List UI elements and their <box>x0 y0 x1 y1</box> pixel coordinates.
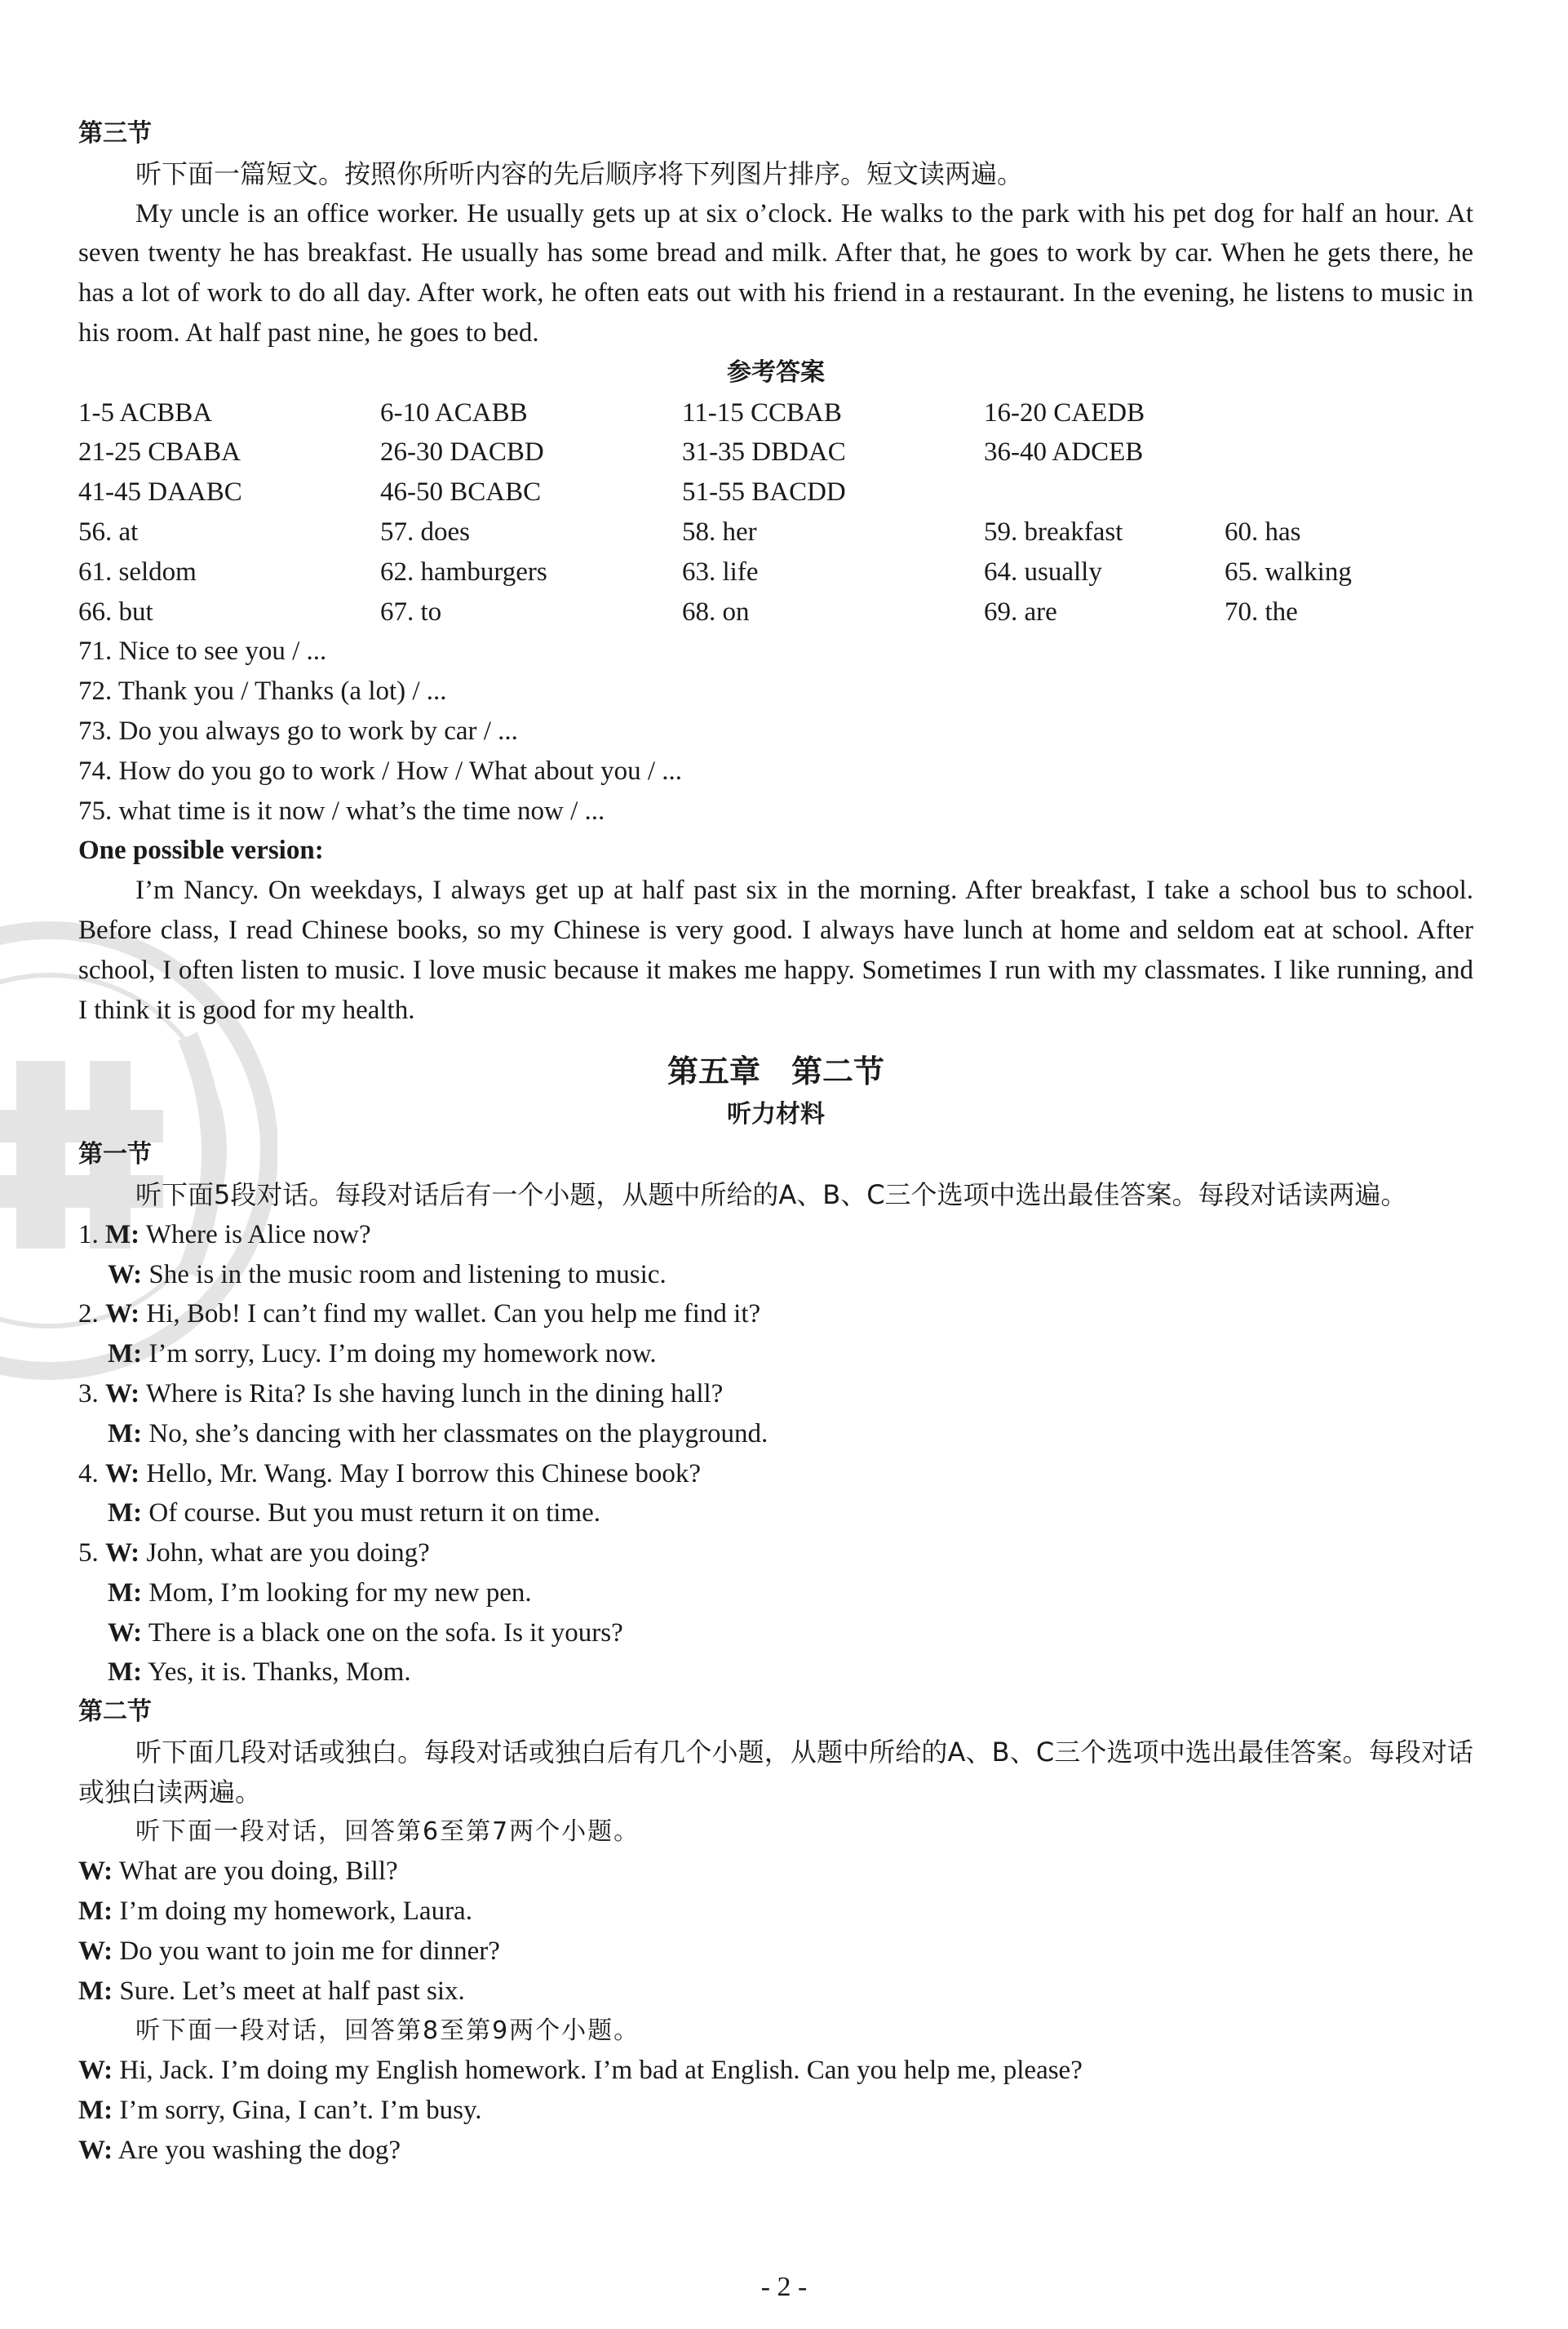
answer-cell: 61. seldom <box>78 557 197 587</box>
answer-cell: 31-35 DBDAC <box>682 437 846 468</box>
dialog-text: Hello, Mr. Wang. May I borrow this Chinese book? <box>146 1458 701 1488</box>
document-page <box>78 114 1473 2171</box>
answer-cell <box>984 472 1225 512</box>
dialog-text: No, she’s dancing with her classmates on the playground. <box>148 1418 768 1448</box>
answer-cell: 58. her <box>682 517 757 547</box>
dialog-line <box>78 1573 1473 1613</box>
dialog-text: There is a black one on the sofa. Is it yours? <box>148 1617 623 1648</box>
part2-sub-instruction: 听下面一段对话，回答第8至第9两个小题。 <box>135 2016 640 2045</box>
dialog-text: Of course. But you must return it on time. <box>148 1498 600 1528</box>
answer-sentence: 73. Do you always go to work by car / ... <box>78 716 518 746</box>
section3-passage: My uncle is an office worker. He usually gets up at six o’clock. He walks to the park with his pet dog for half an hour. At seven twenty he has breakfast. He usually has some bread and milk. After that, he goes to work by car. When he gets there, he has a lot of work to do all day. After work, he often eats out with his friend in a restaurant. In the evening, he listens to music in his room. At half past nine, he goes to bed. <box>78 198 1473 348</box>
dialog-text: Where is Rita? Is she having lunch in the dining hall? <box>145 1378 724 1408</box>
speaker: M: <box>108 1418 143 1448</box>
speaker: W: <box>78 1857 113 1887</box>
dialog-line <box>78 2091 1473 2131</box>
dialog-number: 5. <box>78 1538 99 1568</box>
version-text: I’m Nancy. On weekdays, I always get up at half past six in the morning. After breakfast, I take a school bus to school. Before class, I read Chinese books, so my Chinese is very good. I always have lunch at home and seldom eat at school. After school, I often listen to music. I love music because it makes me happy. Sometimes I run with my classmates. I like running, and I think it is good for my health. <box>78 876 1473 1025</box>
speaker: W: <box>105 1378 140 1408</box>
part2-sub-instruction: 听下面一段对话，回答第6至第7两个小题。 <box>135 1817 640 1846</box>
dialog-text: I’m sorry, Lucy. I’m doing my homework now. <box>148 1339 657 1369</box>
answer-cell: 68. on <box>682 597 750 627</box>
dialog-line <box>78 1972 1473 2012</box>
dialog-text: Sure. Let’s meet at half past six. <box>119 1976 465 2006</box>
answer-cell <box>1225 433 1473 472</box>
dialog-text: Do you want to join me for dinner? <box>119 1936 500 1967</box>
speaker: M: <box>108 1657 143 1688</box>
speaker: M: <box>78 2096 113 2126</box>
answer-cell: 62. hamburgers <box>380 557 547 587</box>
answer-cell: 66. but <box>78 597 153 627</box>
dialog-number: 3. <box>78 1378 99 1408</box>
speaker: W: <box>108 1617 143 1648</box>
answer-cell: 16-20 CAEDB <box>984 397 1145 428</box>
answer-cell: 56. at <box>78 517 139 547</box>
dialog-text: Are you washing the dog? <box>117 2136 401 2166</box>
answer-cell: 41-45 DAABC <box>78 477 242 508</box>
speaker: W: <box>78 2136 113 2166</box>
speaker: W: <box>105 1299 140 1329</box>
section3-instruction: 听下面一篇短文。按照你所听内容的先后顺序将下列图片排序。短文读两遍。 <box>135 157 1024 189</box>
answer-cell: 1-5 ACBBA <box>78 397 213 428</box>
answer-cell: 57. does <box>380 517 470 547</box>
dialog-line <box>78 2051 1473 2091</box>
dialog-line <box>78 1215 1473 1255</box>
part1-instruction: 听下面5段对话。每段对话后有一个小题，从题中所给的A、B、C三个选项中选出最佳答案。每段对话读两遍。 <box>135 1178 1407 1210</box>
answer-cell: 26-30 DACBD <box>380 437 544 468</box>
answer-cell: 46-50 BCABC <box>380 477 542 508</box>
answer-cell: 6-10 ACABB <box>380 397 528 428</box>
speaker: M: <box>108 1339 143 1369</box>
dialog-line <box>78 1294 1473 1334</box>
speaker: W: <box>108 1259 143 1289</box>
dialog-number: 4. <box>78 1458 99 1488</box>
dialog-text: John, what are you doing? <box>146 1538 430 1568</box>
answer-grid <box>78 393 1473 632</box>
dialog-line <box>78 1374 1473 1414</box>
part2-instruction: 听下面几段对话或独白。每段对话或独白后有几个小题，从题中所给的A、B、C三个选项中选出最佳答案。每段对话或独白读两遍。 <box>78 1737 1473 1808</box>
answer-cell <box>1225 393 1473 433</box>
answer-sentence: 75. what time is it now / what’s the time now / ... <box>78 796 605 826</box>
answer-cell: 65. walking <box>1225 557 1352 587</box>
answer-cell: 63. life <box>682 557 759 587</box>
dialog-number: 2. <box>78 1299 99 1329</box>
dialog-line <box>78 1533 1473 1573</box>
part1-heading: 第一节 <box>78 1140 152 1169</box>
answer-cell <box>1225 472 1473 512</box>
dialog-line <box>78 1932 1473 1972</box>
speaker: M: <box>105 1219 140 1249</box>
dialog-line <box>78 2131 1473 2171</box>
answer-cell: 59. breakfast <box>984 517 1123 547</box>
speaker: M: <box>108 1577 143 1608</box>
dialog-line <box>78 1852 1473 1892</box>
page-number: - 2 - <box>760 2272 808 2302</box>
part2-heading: 第二节 <box>78 1697 152 1727</box>
dialog-text: Where is Alice now? <box>145 1219 371 1249</box>
answer-cell: 36-40 ADCEB <box>984 437 1144 468</box>
dialog-text: What are you doing, Bill? <box>118 1857 398 1887</box>
dialog-text: Hi, Bob! I can’t find my wallet. Can you help me find it? <box>146 1299 761 1329</box>
dialog-line <box>78 1255 1473 1295</box>
answer-sentence: 71. Nice to see you / ... <box>78 637 327 667</box>
dialog-line <box>78 1414 1473 1454</box>
answer-cell: 21-25 CBABA <box>78 437 241 468</box>
speaker: W: <box>105 1458 140 1488</box>
answer-cell: 60. has <box>1225 517 1301 547</box>
dialog-line <box>78 1454 1473 1494</box>
answer-cell: 11-15 CCBAB <box>682 397 842 428</box>
dialog-line <box>78 1652 1473 1692</box>
dialog-text: I’m sorry, Gina, I can’t. I’m busy. <box>119 2096 482 2126</box>
version-label: One possible version: <box>78 836 324 866</box>
dialog-text: I’m doing my homework, Laura. <box>119 1896 472 1927</box>
dialog-text: Hi, Jack. I’m doing my English homework. I’m bad at English. Can you help me, please? <box>119 2056 1083 2086</box>
speaker: W: <box>78 1936 113 1967</box>
dialog-text: Yes, it is. Thanks, Mom. <box>148 1657 411 1688</box>
dialog-text: Mom, I’m looking for my new pen. <box>148 1577 532 1608</box>
dialog-number: 1. <box>78 1219 99 1249</box>
answers-heading: 参考答案 <box>727 357 825 387</box>
speaker: W: <box>78 2056 113 2086</box>
dialog-line <box>78 1892 1473 1932</box>
answer-cell: 69. are <box>984 597 1057 627</box>
answer-cell: 51-55 BACDD <box>682 477 846 508</box>
dialog-line <box>78 1613 1473 1653</box>
chapter-title: 第五章 第二节 <box>667 1054 884 1090</box>
answer-cell: 64. usually <box>984 557 1102 587</box>
answer-sentence: 74. How do you go to work / How / What about you / ... <box>78 756 683 786</box>
speaker: M: <box>78 1896 113 1927</box>
answer-cell: 67. to <box>380 597 442 627</box>
speaker: M: <box>78 1976 113 2006</box>
answer-sentence: 72. Thank you / Thanks (a lot) / ... <box>78 677 447 707</box>
speaker: M: <box>108 1498 143 1528</box>
chapter-subtitle: 听力材料 <box>727 1100 825 1129</box>
dialog-line <box>78 1493 1473 1533</box>
speaker: W: <box>105 1538 140 1568</box>
dialog-line <box>78 1334 1473 1374</box>
answer-cell: 70. the <box>1225 597 1298 627</box>
dialog-text: She is in the music room and listening to music. <box>148 1259 667 1289</box>
section3-heading: 第三节 <box>78 119 152 148</box>
